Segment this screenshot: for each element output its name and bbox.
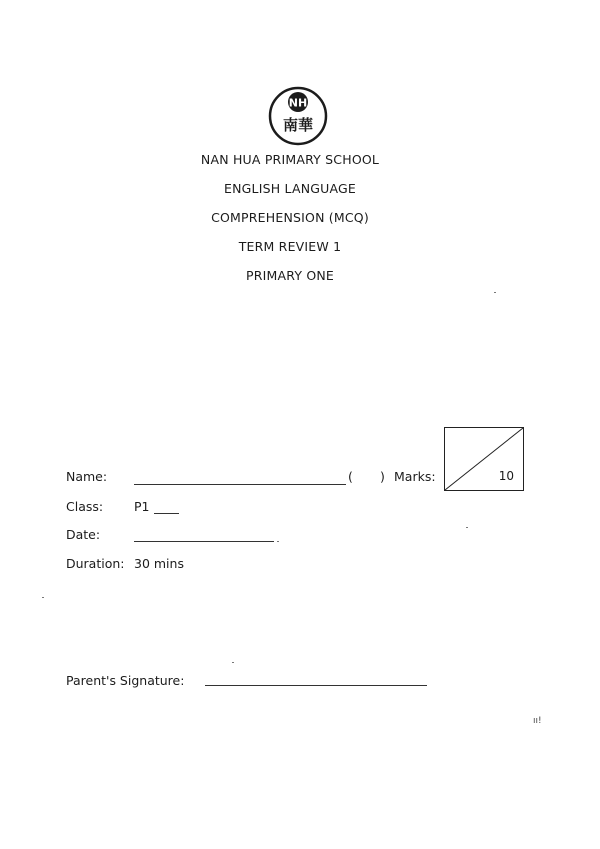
class-value: P1	[134, 499, 150, 514]
duration-label: Duration:	[66, 556, 125, 571]
subject-title: ENGLISH LANGUAGE	[224, 181, 356, 196]
school-name: NAN HUA PRIMARY SCHOOL	[200, 152, 380, 167]
scan-speck	[232, 662, 234, 663]
class-label: Class:	[66, 499, 104, 514]
marks-label: Marks:	[394, 469, 436, 484]
index-bracket-open: (	[348, 469, 353, 484]
logo-initials: NH	[288, 96, 308, 110]
parent-signature-label: Parent's Signature:	[66, 673, 185, 688]
stray-mark: ıı!	[533, 716, 542, 726]
scan-speck	[42, 597, 44, 598]
duration-value: 30 mins	[134, 556, 184, 571]
date-line	[134, 541, 274, 542]
marks-box	[444, 427, 524, 491]
level-title: PRIMARY ONE	[245, 268, 335, 283]
marks-total: 10	[498, 469, 514, 483]
date-label: Date:	[66, 527, 101, 542]
scan-speck	[466, 527, 468, 528]
class-line	[154, 513, 179, 514]
name-line	[134, 484, 346, 485]
logo-chinese: 南華	[282, 116, 314, 134]
paper-title: COMPREHENSION (MCQ)	[211, 210, 369, 225]
term-title: TERM REVIEW 1	[238, 239, 342, 254]
parent-signature-line	[205, 685, 427, 686]
scan-speck	[277, 541, 279, 542]
scan-speck	[494, 292, 496, 293]
school-logo	[268, 86, 328, 146]
index-bracket-close: )	[380, 469, 385, 484]
name-label: Name:	[66, 469, 108, 484]
